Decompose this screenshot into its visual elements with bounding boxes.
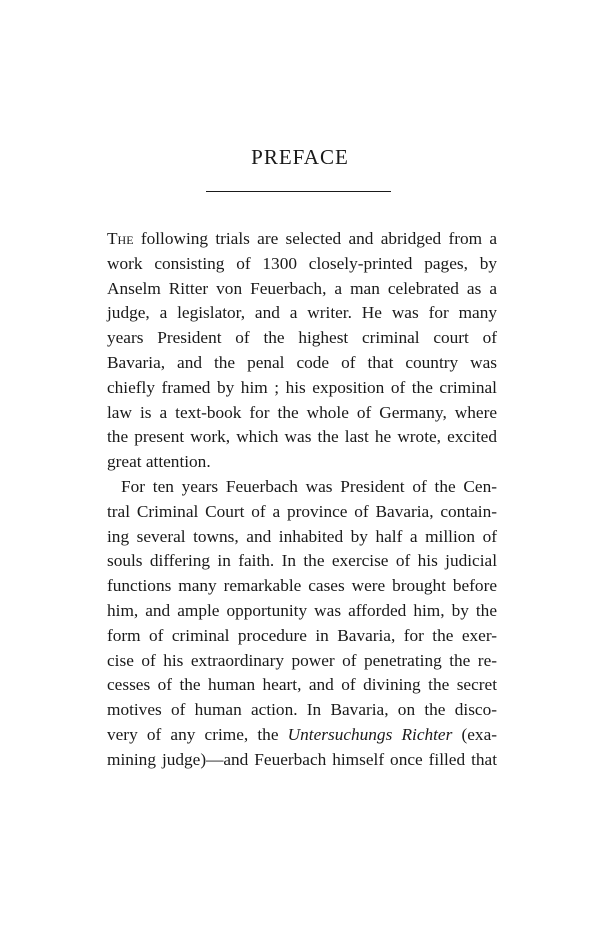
- paragraph-1-line-5: years President of the highest criminal court of: [107, 328, 497, 348]
- title-divider: [206, 191, 391, 192]
- paragraph-1-line-2: work consisting of 1300 closely-printed pages, by: [107, 253, 497, 273]
- paragraph-1-line-6: Bavaria, and the penal code of that country was: [107, 352, 497, 372]
- paragraph-2-line-11: very of any crime, the Untersuchungs Richter (exa-: [107, 724, 498, 744]
- italic-term: Untersuchungs Richter: [287, 724, 453, 744]
- paragraph-2-line-2: tral Criminal Court of a province of Bavaria, contain-: [107, 501, 497, 521]
- paragraph-1-line-1: The following trials are selected and abridged from a: [107, 229, 497, 248]
- paragraph-1-line-8: law is a text-book for the whole of Germany, where: [107, 402, 497, 422]
- paragraph-2-line-3: ing several towns, and inhabited by half a million of: [107, 526, 497, 546]
- paragraph-2-line-6: him, and ample opportunity was afforded him, by the: [107, 600, 497, 620]
- paragraph-1-line-10: great attention.: [107, 452, 211, 472]
- paragraph-2-line-4: souls differing in faith. In the exercise of his judicial: [107, 551, 497, 571]
- paragraph-2-line-7: form of criminal procedure in Bavaria, for the exer-: [107, 625, 497, 645]
- preface-text: [107, 227, 497, 773]
- paragraph-2-line-8: cise of his extraordinary power of penetrating the re-: [107, 650, 497, 670]
- paragraph-2-line-9: cesses of the human heart, and of divining the secret: [107, 675, 497, 695]
- paragraph-1-line-3: Anselm Ritter von Feuerbach, a man celebrated as a: [107, 278, 497, 298]
- small-caps-lead: The: [107, 229, 134, 248]
- paragraph-2-line-10: motives of human action. In Bavaria, on the disco-: [107, 700, 497, 720]
- paragraph-2-line-5: functions many remarkable cases were brought before: [107, 576, 497, 596]
- paragraph-1-line-7: chiefly framed by him ; his exposition of the criminal: [107, 377, 497, 397]
- paragraph-2-line-1: For ten years Feuerbach was President of the Cen-: [121, 476, 497, 496]
- paragraph-1-line-9: the present work, which was the last he wrote, excited: [107, 427, 497, 447]
- paragraph-1-line-4: judge, a legislator, and a writer. He was for many: [107, 303, 497, 323]
- page-title: PREFACE: [251, 145, 349, 169]
- paragraph-2-line-12: mining judge)—and Feuerbach himself once filled that: [107, 749, 497, 769]
